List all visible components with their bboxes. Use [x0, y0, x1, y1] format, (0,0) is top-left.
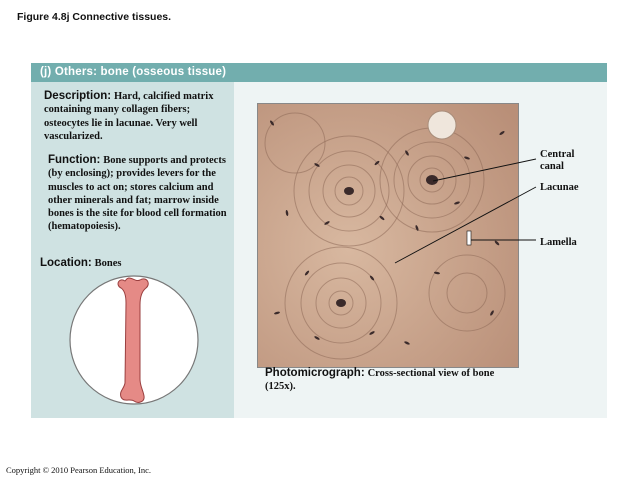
micrograph-caption — [265, 367, 513, 394]
lamella-label: Lamella — [540, 237, 577, 248]
callout-leaders — [31, 63, 607, 418]
function-text: Bone supports and protects (by enclosing); provides levers for the muscles to act on; stores calcium and other minerals and fat; marrow inside bones is the site for blood cell formation (hematopoiesis). — [48, 155, 227, 233]
description-label: Description: — [44, 90, 112, 102]
function-label: Function: — [48, 154, 101, 166]
tissue-panel — [31, 63, 607, 418]
location-label: Location: — [40, 257, 92, 269]
location-text: Bones — [94, 258, 122, 269]
micrograph-caption-text: Cross-sectional view of bone (125x). — [265, 368, 495, 393]
lacunae-label: Lacunae — [540, 182, 579, 193]
copyright-notice: Copyright © 2010 Pearson Education, Inc. — [6, 465, 152, 475]
panel-header: (j) Others: bone (osseous tissue) — [31, 63, 607, 82]
micrograph-caption-label: Photomicrograph: — [265, 367, 365, 379]
figure-title: Figure 4.8j Connective tissues. — [17, 11, 172, 23]
central-canal-label: Central canal — [540, 149, 575, 172]
description-text: Hard, calcified matrix containing many collagen fibers; osteocytes lie in lacunae. Very well vascularized. — [44, 91, 214, 142]
